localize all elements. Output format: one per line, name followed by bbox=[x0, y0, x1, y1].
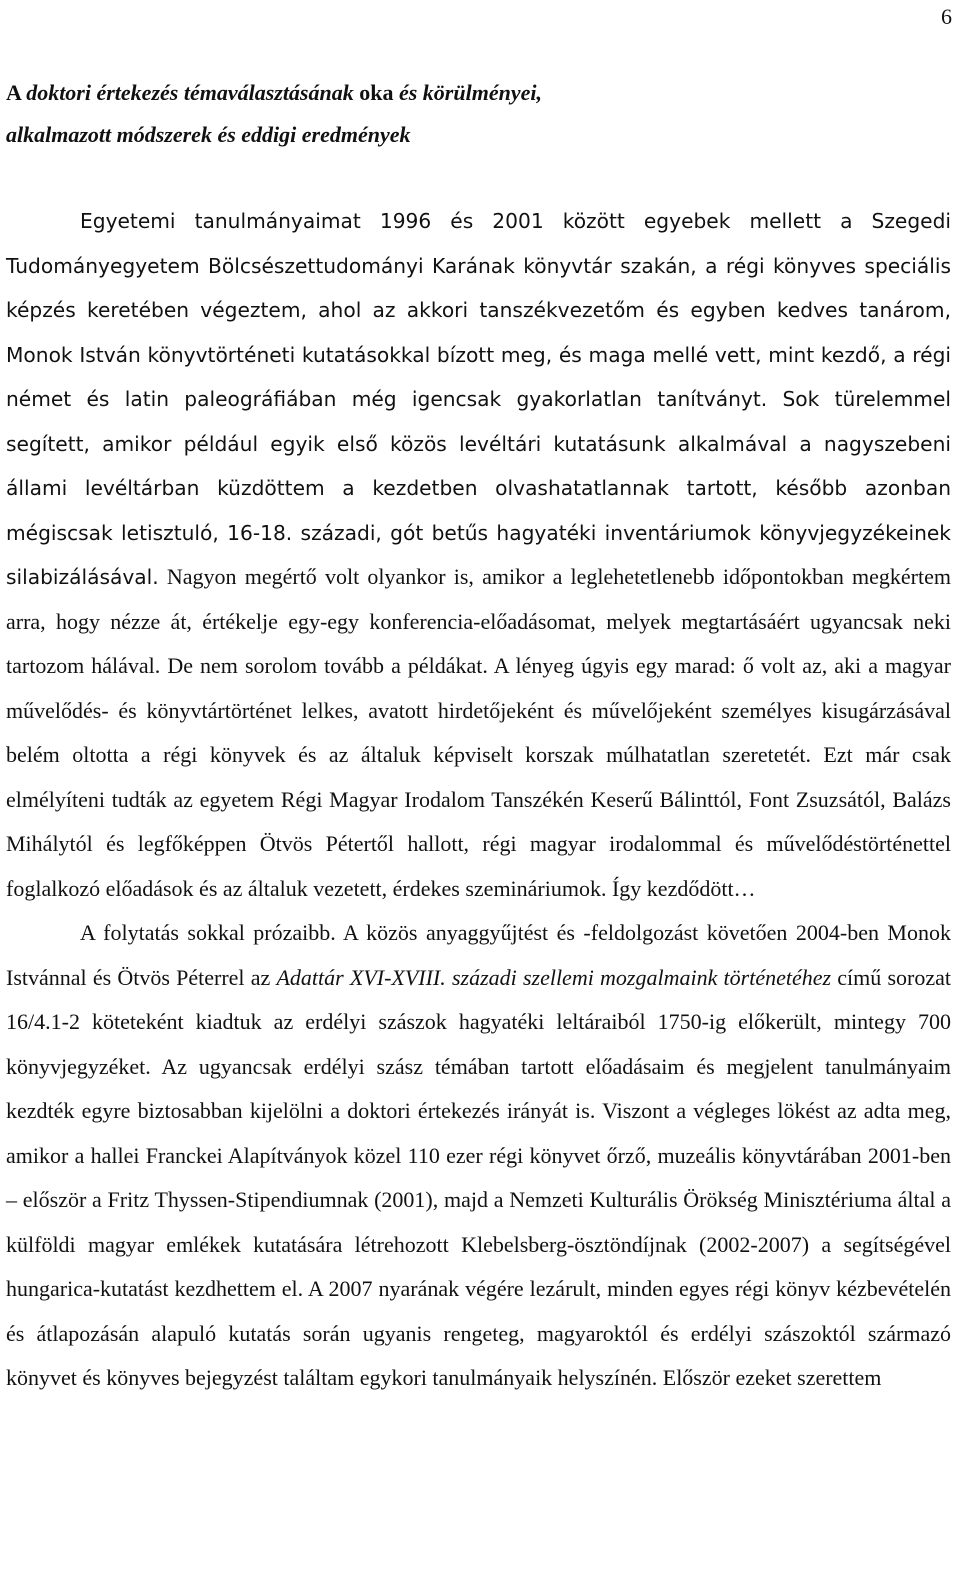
heading-mid: oka bbox=[359, 80, 394, 105]
page-number: 6 bbox=[941, 4, 952, 29]
heading-line-2: alkalmazott módszerek és eddigi eredmények bbox=[6, 122, 411, 147]
paragraph-2 bbox=[6, 911, 951, 1401]
paragraph-2-series-title: Adattár XVI-XVIII. századi szellemi mozgalmaink történetéhez bbox=[276, 964, 832, 990]
paragraph-2-text-a: A folytatás sokkal prózaibb. A közös anyaggyűjtést és -feldolgozást követően 2004-ben Monok Istvánnal és Ötvös Péterrel az bbox=[6, 920, 951, 990]
heading-italic-2: és körülményei, bbox=[398, 80, 542, 105]
paragraph-1-sans: Egyetemi tanulmányaimat 1996 és 2001 között egyebek mellett a Szegedi Tudományegyetem Bölcsészettudományi Karának könyvtár szakán, a régi könyves speciális képzés keretében végeztem, ahol az akkori tanszékvezetőm és egyben kedves tanárom, Monok István könyvtörténeti kutatásokkal bízott meg, és maga mellé vett, mint kezdő, a régi német és latin paleográfiában még igencsak gyakorlatlan tanítványt. Sok türelemmel segített, amikor például egyik első közös levéltári kutatásunk alkalmával a nagyszebeni állami levéltárban küzdöttem a kezdetben olvashatatlannak tartott, később azonban mégiscsak letisztuló, 16-18. századi, gót betűs hagyatéki inventáriumok könyvjegyzékeinek silabizálásával. bbox=[6, 209, 951, 589]
document-body bbox=[6, 199, 951, 1401]
paragraph-2-text-b: című sorozat 16/4.1-2 köteteként kiadtuk az erdélyi szászok hagyatéki leltáraiból 1750-ig előkerült, mintegy 700 könyvjegyzéket. Az ugyancsak erdélyi szász témában tartott előadásaim és megjelent tanulmányaim kezdték egyre biztosabban kijelölni a doktori értekezés irányát is. Viszont a végleges lökést az adta meg, amikor a hallei Franckei Alapítványok közel 110 ezer régi könyvet őrző, muzeális könyvtárában 2001-ben – először a Fritz Thyssen-Stipendiumnak (2001), majd a Nemzeti Kulturális Örökség Minisztériuma által a külföldi magyar emlékek kutatására létrehozott Klebelsberg-ösztöndíjnak (2002-2007) a segítségével hungarica-kutatást kezdhettem el. A 2007 nyarának végére lezárult, minden egyes régi könyv kézbevételén és átlapozásán alapuló kutatás során ugyanis rengeteg, magyaroktól és erdélyi szászoktól származó könyvet és könyves bejegyzést találtam egykori tanulmányaik helyszínén. Először ezeket szerettem bbox=[6, 964, 951, 1390]
paragraph-1 bbox=[6, 199, 951, 911]
heading-prefix: A bbox=[6, 80, 21, 105]
paragraph-1-serif: Nagyon megértő volt olyankor is, amikor a leglehetetlenebb időpontokban megkértem arra, hogy nézze át, értékelje egy-egy konferencia-előadásomat, melyek megtartásáért ugyancsak neki tartozom hálával. De nem sorolom tovább a példákat. A lényeg úgyis egy marad: ő volt az, aki a magyar művelődés- és könyvtártörténet lelkes, avatott hirdetőjeként és művelőjeként személyes kisugárzásával belém oltotta a régi könyvek és az általuk képviselt korszak múlhatatlan szeretetét. Ezt már csak elmélyíteni tudták az egyetem Régi Magyar Irodalom Tanszékén Keserű Bálinttól, Font Zsuzsától, Balázs Mihálytól és legfőképpen Ötvös Pétertől hallott, régi magyar irodalommal és művelődéstörténettel foglalkozó előadások és az általuk vezetett, érdekes szemináriumok. Így kezdődött… bbox=[6, 564, 951, 901]
heading-italic-1: doktori értekezés témaválasztásának bbox=[26, 80, 354, 105]
section-heading bbox=[6, 72, 906, 156]
